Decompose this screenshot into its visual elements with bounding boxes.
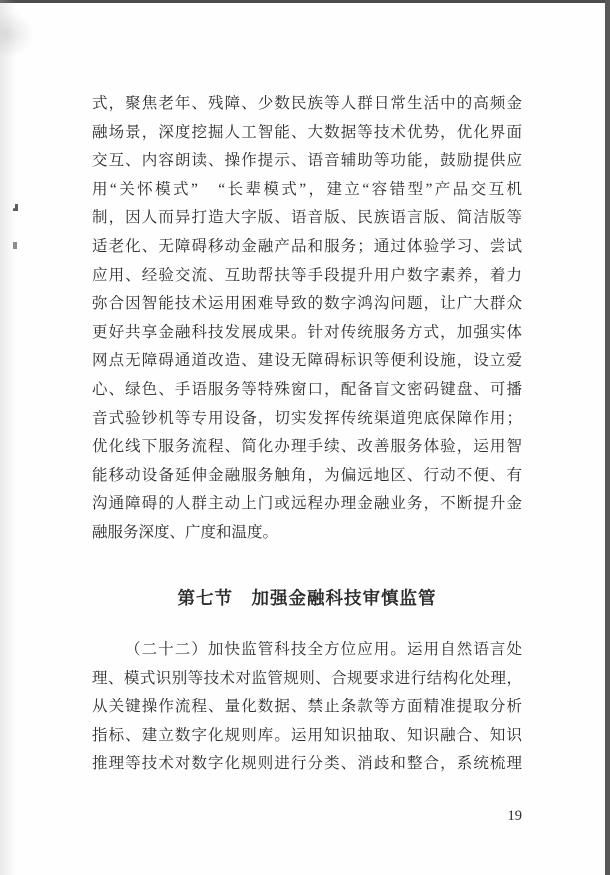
- text-line: 应用、经验交流、互助帮扶等手段提升用户数字素养，着力: [92, 266, 522, 284]
- scan-left-edge-shading: [0, 0, 16, 875]
- paragraph-22: [92, 636, 522, 779]
- text-line: 适老化、无障碍移动金融产品和服务；通过体验学习、尝试: [92, 237, 522, 255]
- text-line: （二十二）加快监管科技全方位应用。运用自然语言处: [125, 641, 522, 658]
- text-line: 指标、建立数字化规则库。运用知识抽取、知识融合、知识: [92, 726, 522, 744]
- text-line: 从关键操作流程、量化数据、禁止条款等方面精准提取分析: [92, 698, 522, 716]
- section-heading: 第七节 加强金融科技审慎监管: [177, 588, 437, 608]
- text-line: 理、模式识别等技术对监管规则、合规要求进行结构化处理，: [92, 669, 522, 687]
- text-line: 交互、内容朗读、操作提示、语音辅助等功能，鼓励提供应: [92, 152, 522, 170]
- text-line: 融服务深度、广度和温度。: [92, 523, 279, 541]
- text-line: 用“关怀模式” “长辈模式”，建立“容错型”产品交互机: [92, 180, 522, 198]
- text-line: 优化线下服务流程、简化办理手续、改善服务体验，运用智: [92, 438, 522, 456]
- text-line: 心、绿色、手语服务等特殊窗口，配备盲文密码键盘、可播: [92, 380, 522, 398]
- page-number: 19: [507, 808, 522, 824]
- text-line: 推理等技术对数字化规则进行分类、消歧和整合，系统梳理: [92, 755, 522, 773]
- text-line: 更好共享金融科技发展成果。针对传统服务方式，加强实体: [92, 323, 522, 341]
- scan-corner-smudge: [0, 10, 34, 58]
- paragraph-continuation: [92, 90, 522, 548]
- text-line: 能移动设备延伸金融服务触角，为偏远地区、行动不便、有: [92, 466, 522, 484]
- text-line: 制，因人而异打造大字版、语音版、民族语言版、简洁版等: [92, 209, 522, 227]
- text-line: 融场景，深度挖掘人工智能、大数据等技术优势，优化界面: [92, 123, 522, 141]
- scan-right-edge-line: [605, 0, 610, 875]
- text-line: 网点无障碍通道改造、建设无障碍标识等便利设施，设立爱: [92, 352, 522, 370]
- ink-speck: [13, 242, 17, 249]
- text-line: 沟通障碍的人群主动上门或远程办理金融业务，不断提升金: [92, 495, 522, 513]
- text-line: 弥合因智能技术运用困难导致的数字鸿沟问题，让广大群众: [92, 295, 522, 313]
- scan-top-edge-line: [0, 0, 610, 3]
- text-line: 音式验钞机等专用设备，切实发挥传统渠道兜底保障作用；: [92, 409, 522, 427]
- text-line: 式，聚焦老年、残障、少数民族等人群日常生活中的高频金: [92, 95, 522, 112]
